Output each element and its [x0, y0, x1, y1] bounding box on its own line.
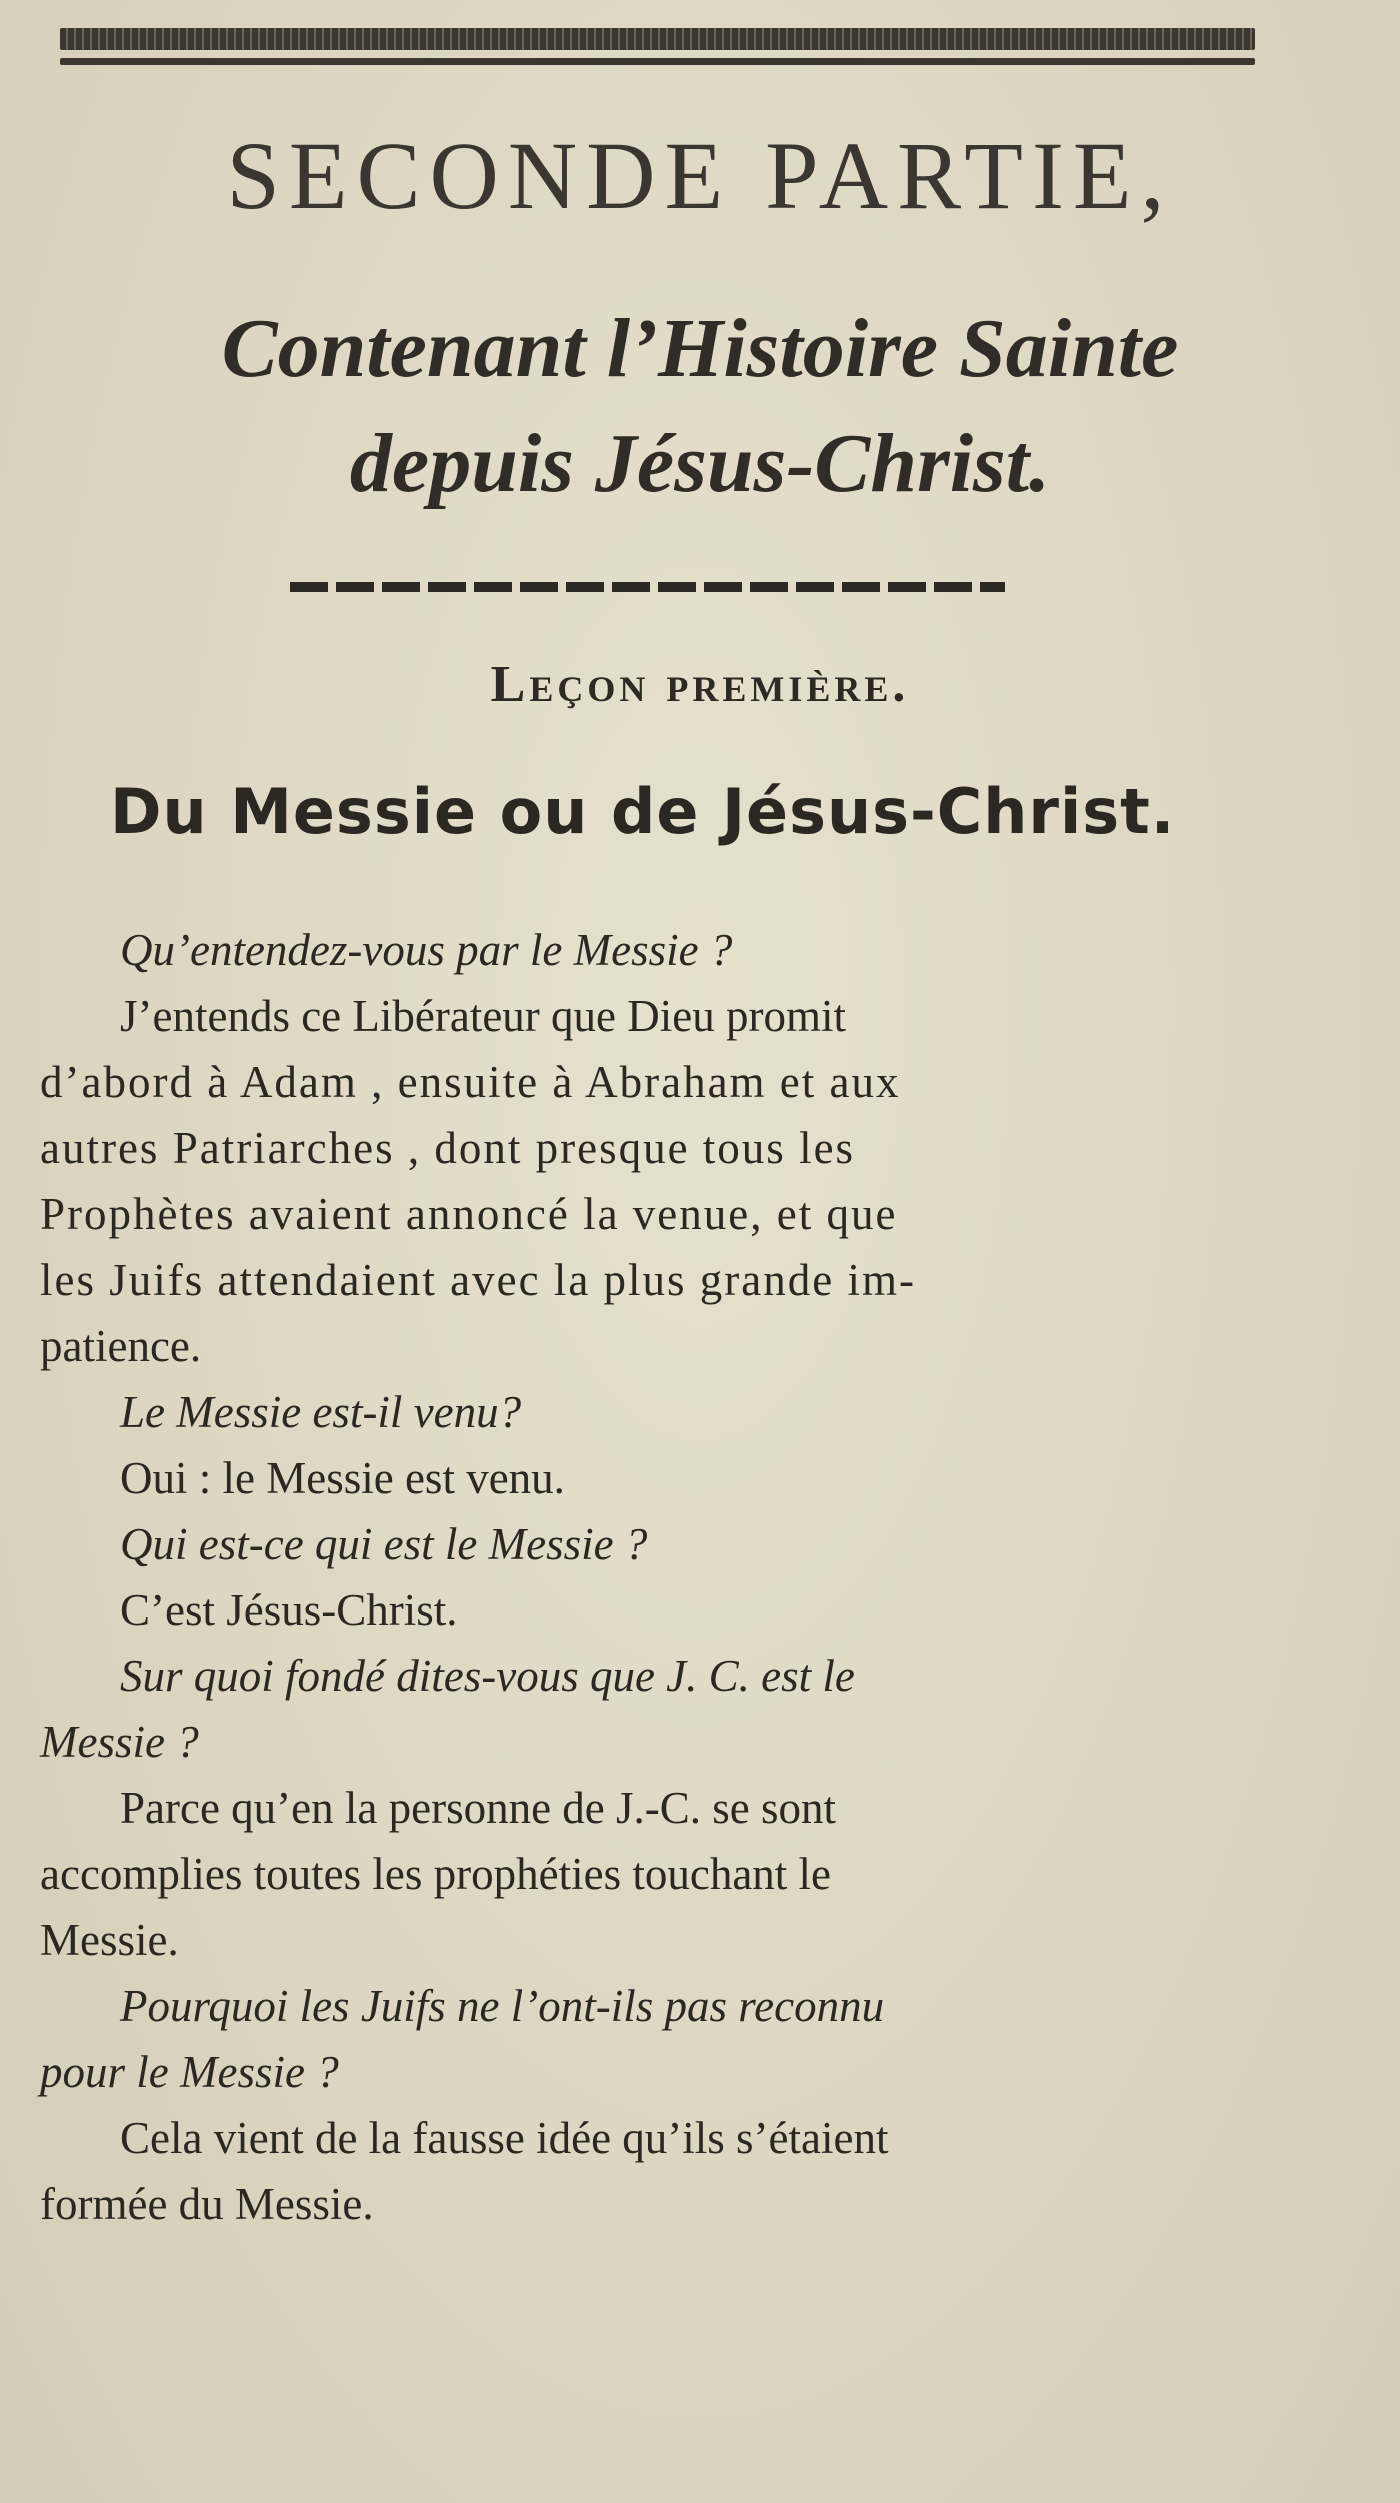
lesson-title: Du Messie ou de Jésus-Christ. — [110, 775, 1176, 848]
section-divider — [290, 582, 1005, 592]
body-line: pour le Messie ? — [40, 2047, 339, 2097]
body-line: Messie. — [40, 1915, 179, 1965]
body-line: Cela vient de la fausse idée qu’ils s’étaient — [120, 2113, 889, 2163]
body-line: J’entends ce Libérateur que Dieu promit — [120, 991, 846, 1041]
body-line: Pourquoi les Juifs ne l’ont-ils pas reconnu — [120, 1981, 885, 2031]
body-line: accomplies toutes les prophéties touchant le — [40, 1849, 832, 1899]
body-line: patience. — [40, 1321, 202, 1371]
subtitle-line-1: Contenant l’Histoire Sainte — [221, 302, 1179, 395]
body-line: Le Messie est-il venu? — [120, 1387, 522, 1437]
subtitle-line-2: depuis Jésus-Christ. — [349, 417, 1051, 510]
body-line: Qu’entendez-vous par le Messie ? — [120, 925, 733, 975]
body-line: C’est Jésus-Christ. — [120, 1585, 458, 1635]
body-line: formée du Messie. — [40, 2179, 374, 2229]
top-thin-rule — [60, 58, 1255, 65]
lesson-heading: Leçon première. — [490, 656, 910, 713]
body-line: les Juifs attendaient avec la plus grande im- — [40, 1255, 916, 1305]
body-line: Messie ? — [40, 1717, 199, 1767]
top-ornamental-rule — [60, 28, 1255, 50]
body-line: Prophètes avaient annoncé la venue, et que — [40, 1189, 898, 1239]
body-line: Oui : le Messie est venu. — [120, 1453, 565, 1503]
part-title: SECONDE PARTIE, — [226, 122, 1174, 229]
body-line: autres Patriarches , dont presque tous les — [40, 1123, 856, 1173]
body-line: Sur quoi fondé dites-vous que J. C. est le — [120, 1651, 855, 1701]
body-line: d’abord à Adam , ensuite à Abraham et aux — [40, 1057, 901, 1107]
body-line: Parce qu’en la personne de J.-C. se sont — [120, 1783, 837, 1833]
body-line: Qui est-ce qui est le Messie ? — [120, 1519, 648, 1569]
